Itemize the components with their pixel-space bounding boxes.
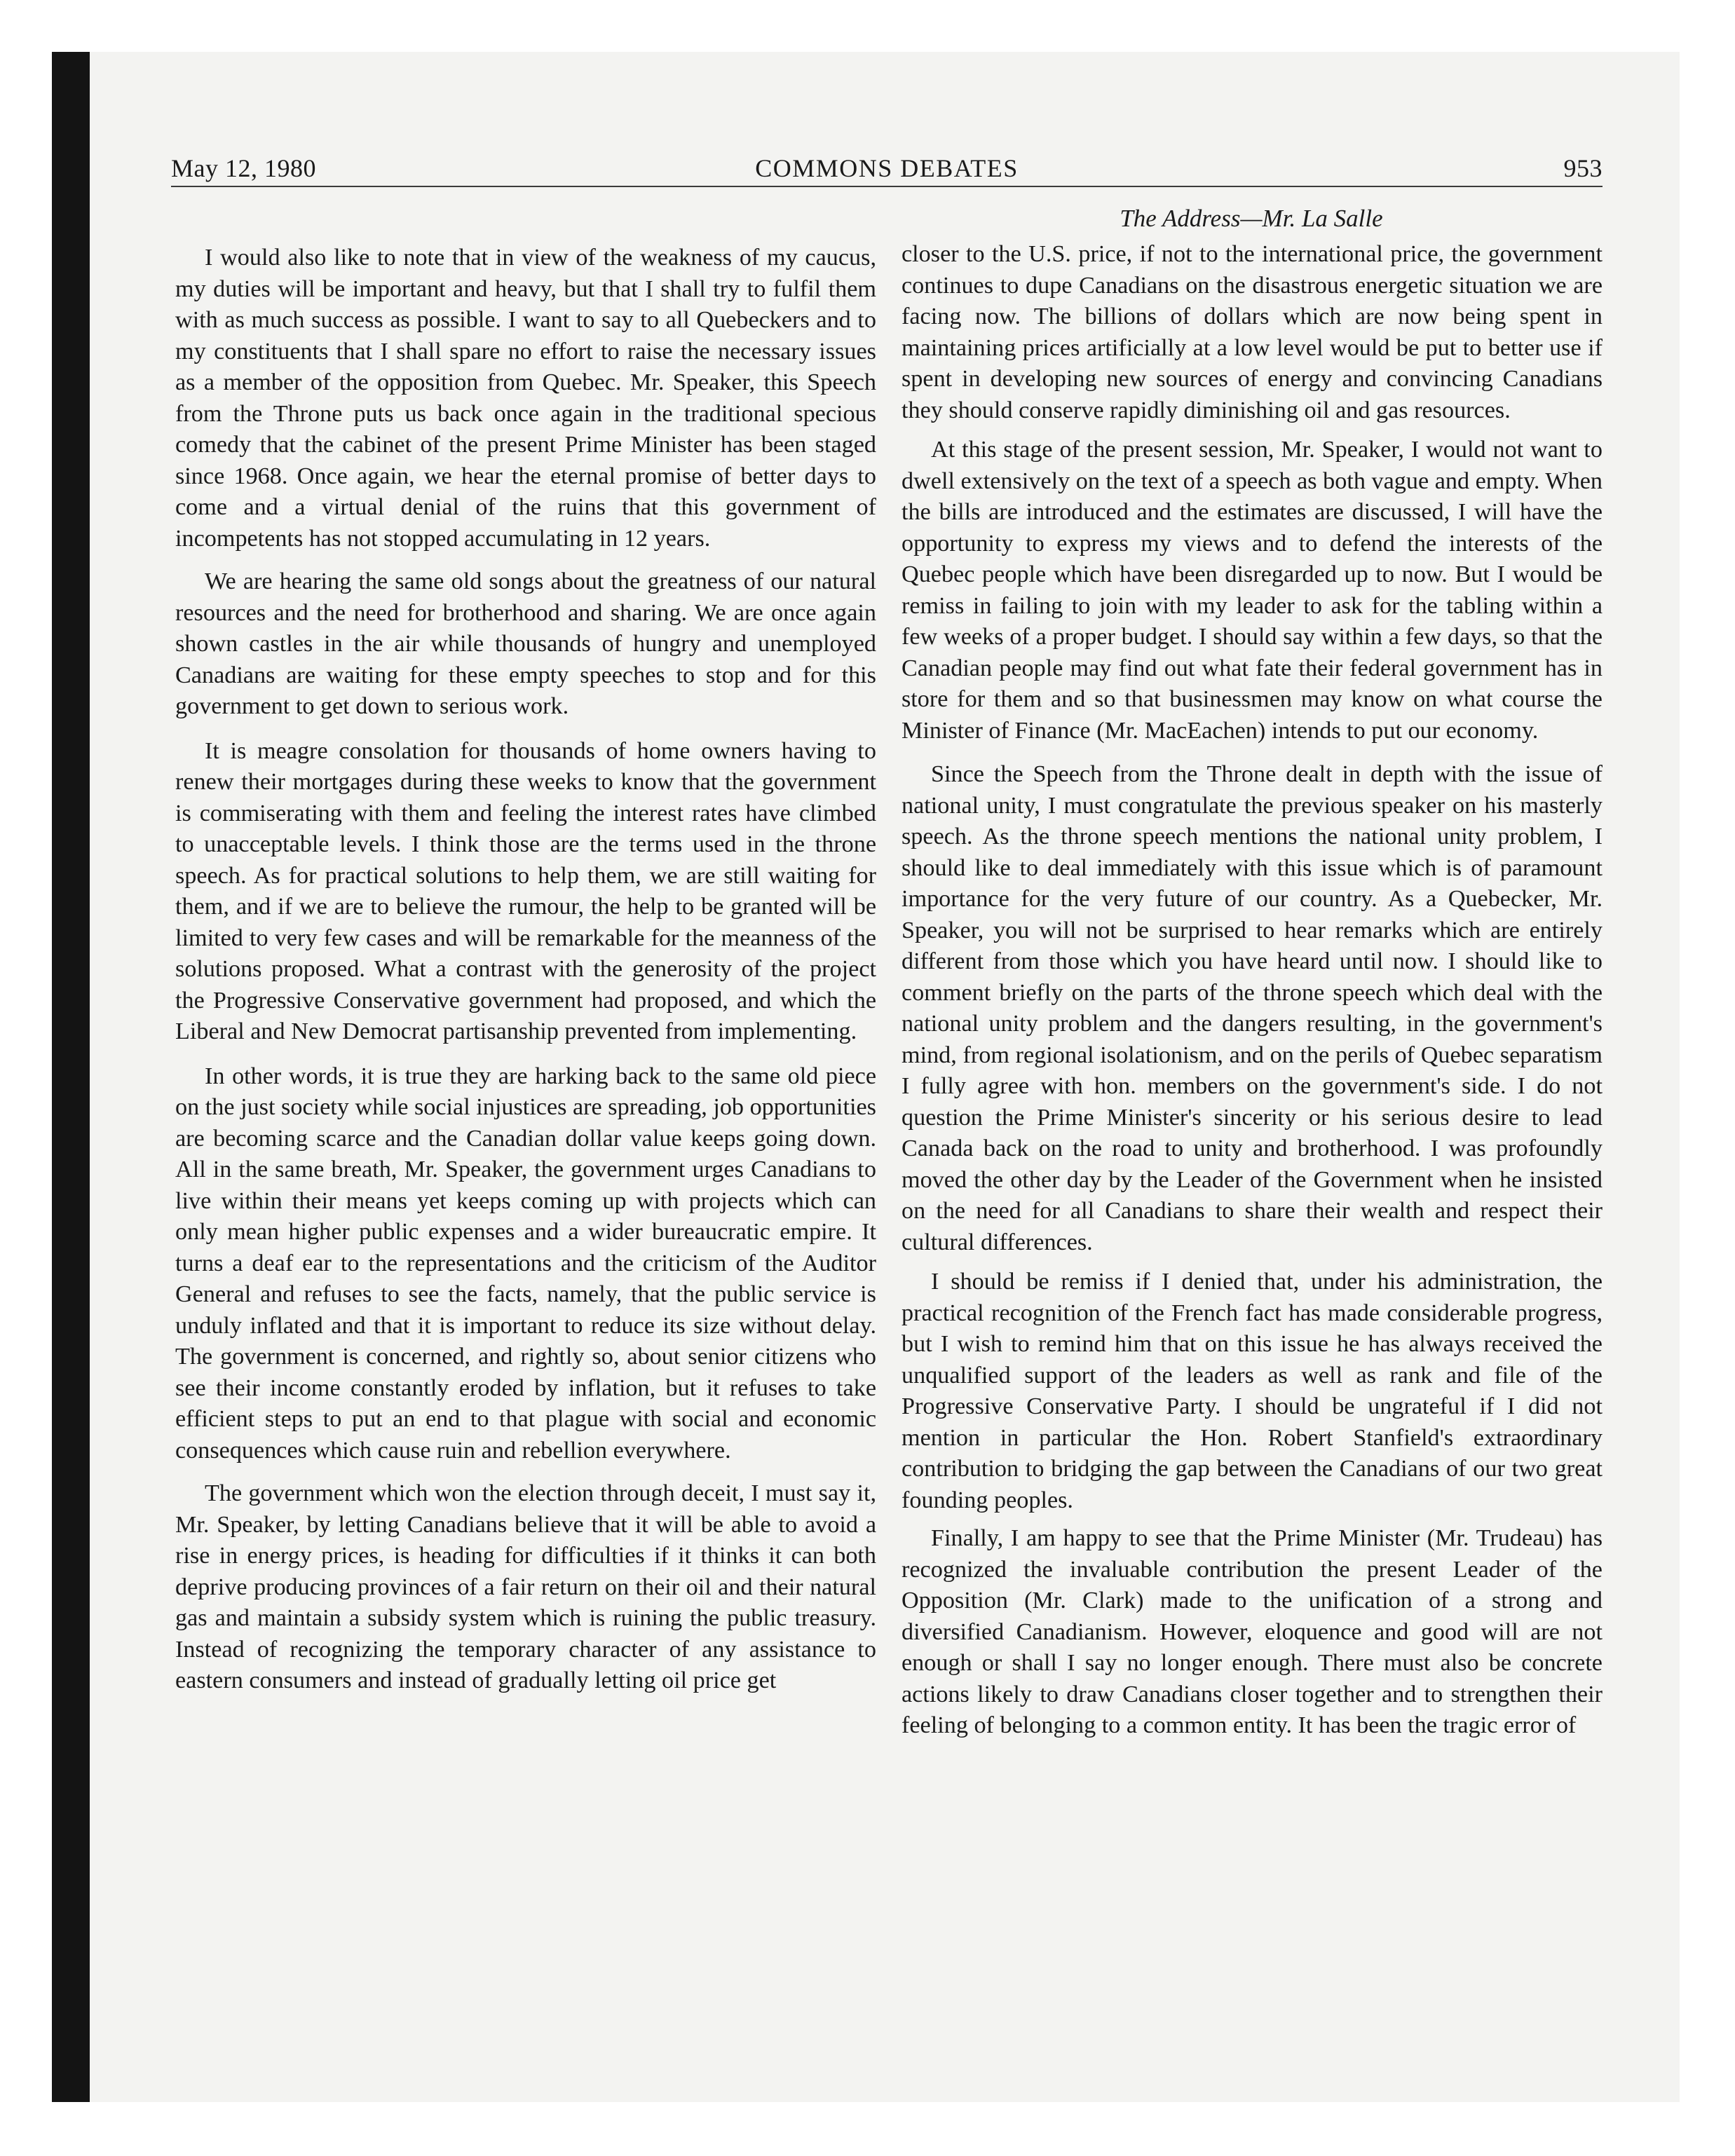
left-paragraph-4: In other words, it is true they are harking back to the same old piece on the just society while social injustices are spreading, job opportunities are becoming scarce and the Canadian dollar value keeps going down. All in the same breath, Mr. Speaker, the government urges Canadians to live within their means yet keeps coming up with projects which can only mean higher public expenses and a wider bureaucratic empire. It turns a deaf ear to the representations and the criticism of the Auditor General and refuses to see the facts, namely, that the public service is unduly inflated and that it is important to reduce its size without delay. The government is concerned, and rightly so, about senior citizens who see their income constantly eroded by inflation, but it refuses to take efficient steps to put an end to that plague with social and economic consequences which cause ruin and rebellion everywhere. — [175, 1063, 876, 1464]
header-title: COMMONS DEBATES — [755, 154, 1019, 182]
right-paragraph-3: Since the Speech from the Throne dealt in depth with the issue of national unity, I must congratulate the previous speaker on his masterly speech. As the throne speech mentions the national unity problem, I should like to deal immediately with this issue which is of paramount importance for the very future of our country. As a Quebecker, Mr. Speaker, you will not be surprised to hear remarks which are entirely different from those which you have heard until now. I should like to comment briefly on the parts of the throne speech which deal with the national unity problem and the dangers resulting, in the government's mind, from regional isolationism, and on the perils of Quebec separatism I fully agree with hon. members on the government's side. I do not question the Prime Minister's sincerity or his serious desire to lead Canada back on the road to unity and brotherhood. I was profoundly moved the other day by the Leader of the Government when he insisted on the need for all Canadians to share their wealth and respect their cultural differences. — [901, 761, 1603, 1255]
right-column — [901, 0, 1603, 1742]
left-paragraph-3: It is meagre consolation for thousands of home owners having to renew their mortgages during these weeks to know that the government is commiserating with them and feeling the interest rates have climbed to unacceptable levels. I think those are the terms used in the throne speech. As for practical solutions to help them, we are still waiting for them, and if we are to believe the rumour, the help to be granted will be limited to very few cases and will be remarkable for the meanness of the solutions proposed. What a contrast with the generosity of the project the Progressive Conservative government had proposed, and which the Liberal and New Democrat partisanship prevented from implementing. — [175, 737, 876, 1044]
right-paragraph-2: At this stage of the present session, Mr. Speaker, I would not want to dwell extensively on the text of a speech as both vague and empty. When the bills are introduced and the estimates are discussed, I will have the opportunity to express my views and to defend the interests of the Quebec people which have been disregarded up to now. But I would be remiss in failing to join with my leader to ask for the tabling within a few weeks of a proper budget. I should say within a few days, so that the Canadian people may find out what fate their federal government has in store for them and so that businessmen may know on what course the Minister of Finance (Mr. MacEachen) intends to put our economy. — [901, 437, 1603, 744]
binding-edge — [52, 52, 90, 2102]
header-date: May 12, 1980 — [171, 154, 316, 182]
right-paragraph-1: closer to the U.S. price, if not to the international price, the government continues to dupe Canadians on the disastrous energetic situation we are facing now. The billions of dollars which are now being spent in maintaining prices artificially at a low level would be put to better use if spent in developing new sources of energy and convincing Canadians they should conserve rapidly diminishing oil and gas resources. — [901, 241, 1603, 423]
left-paragraph-2: We are hearing the same old songs about the greatness of our natural resources and the need for brotherhood and sharing. We are once again shown castles in the air while thousands of hungry and unemployed Canadians are waiting for these empty speeches to stop and for this government to get down to serious work. — [175, 568, 876, 719]
left-paragraph-1: I would also like to note that in view of the weakness of my caucus, my duties will be important and heavy, but that I shall try to fulfil them with as much success as possible. I want to say to all Quebeckers and to my constituents that I shall spare no effort to raise the necessary issues as a member of the opposition from Quebec. Mr. Speaker, this Speech from the Throne puts us back once again in the traditional specious comedy that the cabinet of the present Prime Minister has been staged since 1968. Once again, we hear the eternal promise of better days to come and a virtual denial of the ruins that this government of incompetents has not stopped accumulating in 12 years. — [175, 245, 876, 552]
right-paragraph-4: I should be remiss if I denied that, under his administration, the practical recognition of the French fact has made considerable progress, but I wish to remind him that on this issue he has always received the unqualified support of the leaders as well as rank and file of the Progressive Conservative Party. I should be ungrateful if I did not mention in particular the Hon. Robert Stanfield's extraordinary contribution to bridging the gap between the Canadians of our two great founding peoples. — [901, 1269, 1603, 1513]
left-paragraph-5: The government which won the election through deceit, I must say it, Mr. Speaker, by letting Canadians believe that it will be able to avoid a rise in energy prices, is heading for difficulties if it thinks it can both deprive producing provinces of a fair return on their oil and their natural gas and maintain a subsidy system which is ruining the public treasury. Instead of recognizing the temporary character of any assistance to eastern consumers and instead of gradually letting oil price get — [175, 1480, 876, 1693]
right-paragraph-5: Finally, I am happy to see that the Prime Minister (Mr. Trudeau) has recognized the invaluable contribution the present Leader of the Opposition (Mr. Clark) made to the unification of a strong and diversified Canadianism. However, eloquence and good will are not enough or shall I say no longer enough. There must also be concrete actions likely to draw Canadians closer together and to strengthen their feeling of belonging to a common entity. It has been the tragic error of — [901, 1525, 1603, 1738]
left-column — [175, 0, 876, 1697]
running-head: The Address—Mr. La Salle — [1120, 205, 1383, 232]
header-page-number: 953 — [1563, 154, 1603, 182]
